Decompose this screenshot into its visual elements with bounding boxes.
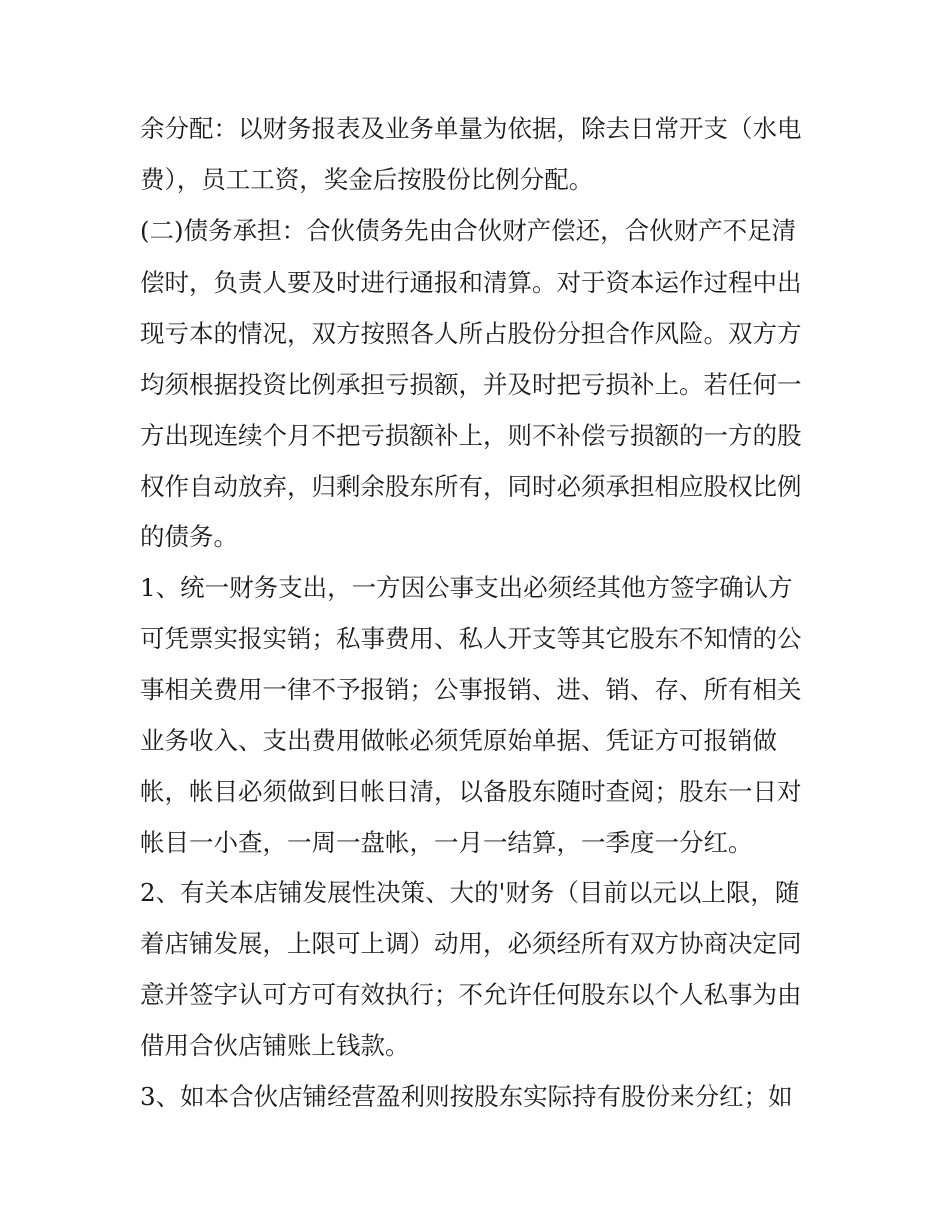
text-line: 费），员工工资，奖金后按股份比例分配。	[140, 165, 594, 194]
text-line: 偿时，负责人要及时进行通报和清算。对于资本运作过程中出	[140, 268, 802, 297]
text-line: 均须根据投资比例承担亏损额，并及时把亏损补上。若任何一	[140, 370, 802, 399]
text-line: 业务收入、支出费用做帐必须凭原始单据、凭证方可报销做	[140, 726, 777, 755]
text-line: 权作自动放弃，归剩余股东所有，同时必须承担相应股权比例	[140, 472, 802, 501]
text-line: 帐目一小查，一周一盘帐，一月一结算，一季度一分红。	[140, 828, 753, 857]
text-line: 的债务。	[140, 522, 238, 551]
text-line: 借用合伙店铺账上钱款。	[140, 1031, 410, 1060]
text-line: 3、如本合伙店铺经营盈利则按股东实际持有股份来分红；如	[140, 1082, 793, 1111]
text-line: 2、有关本店铺发展性决策、大的'财务（目前以元以上限，随	[140, 878, 800, 907]
text-line: 现亏本的情况，双方按照各人所占股份分担合作风险。双方方	[140, 319, 802, 348]
text-line: (二)债务承担：合伙债务先由合伙财产偿还，合伙财产不足清	[140, 216, 797, 245]
text-line: 事相关费用一律不予报销；公事报销、进、销、存、所有相关	[140, 675, 802, 704]
text-line: 意并签字认可方可有效执行；不允许任何股东以个人私事为由	[140, 980, 802, 1009]
text-line: 余分配：以财务报表及业务单量为依据，除去日常开支（水电	[140, 114, 802, 143]
text-line: 帐，帐目必须做到日帐日清，以备股东随时查阅；股东一日对	[140, 777, 802, 806]
text-line: 方出现连续个月不把亏损额补上，则不补偿亏损额的一方的股	[140, 421, 802, 450]
text-line: 着店铺发展，上限可上调）动用，必须经所有双方协商决定同	[140, 929, 802, 958]
text-line: 可凭票实报实销；私事费用、私人开支等其它股东不知情的公	[140, 624, 802, 653]
text-line: 1、统一财务支出，一方因公事支出必须经其他方签字确认方	[140, 573, 793, 602]
